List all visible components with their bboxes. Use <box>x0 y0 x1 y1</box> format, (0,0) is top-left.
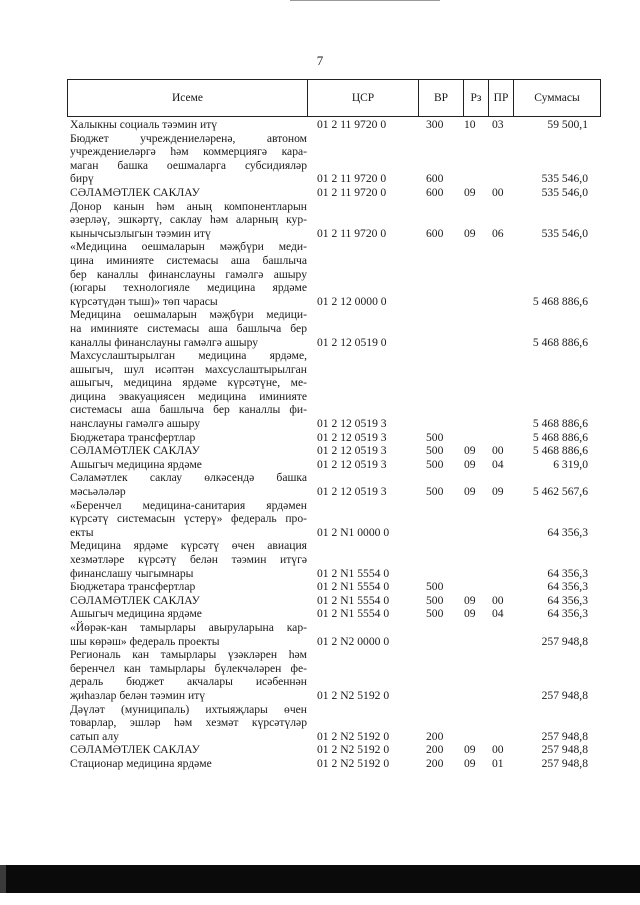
row-name <box>67 703 307 744</box>
row-name-line: «Йөрәк-кан тамырлары авыруларына кар- <box>70 620 307 634</box>
row-rz: 09 <box>464 743 476 757</box>
row-name-line: хезмәтләре күрсәтү белән тәэмин итүгә <box>70 553 307 566</box>
row-vr: 500 <box>426 580 444 594</box>
row-pr: 00 <box>492 444 504 458</box>
row-pr: 03 <box>492 118 504 131</box>
table-row <box>67 703 601 744</box>
row-rz: 09 <box>464 607 476 621</box>
row-vr <box>418 349 463 431</box>
row-name-line: нанслауны гамәлгә ашыру <box>70 417 201 431</box>
row-name-line: Дәүләт (муниципаль) ихтыяҗлары өчен <box>70 702 307 716</box>
row-vr <box>418 621 463 648</box>
row-vr: 300 <box>426 118 444 131</box>
row-rz <box>463 240 488 308</box>
row-sum: 535 546,0 <box>541 226 588 240</box>
row-rz: 09 <box>464 185 476 199</box>
row-csr: 01 2 12 0519 3 <box>317 485 387 499</box>
row-rz <box>463 499 488 540</box>
row-name-line: маган башка оешмаларга субсидияләр <box>70 158 307 172</box>
table-row <box>67 539 601 580</box>
row-sum: 64 356,3 <box>547 566 588 580</box>
row-name-line: дераль бюджет акчалары исәбеннән <box>70 675 307 689</box>
row-name <box>67 757 307 771</box>
row-csr: 01 2 12 0000 0 <box>317 294 387 308</box>
row-sum: 257 948,8 <box>541 743 588 757</box>
row-name-line: СӘЛАМӘТЛЕК САКЛАУ <box>70 185 200 199</box>
page-number: 7 <box>316 53 324 68</box>
row-name-line: күрсәтүдән тыш)» төп чарасы <box>70 294 218 308</box>
row-rz: 09 <box>464 485 476 499</box>
row-name-line: Медицина ярдәме күрсәтү өчен авиация <box>70 539 307 553</box>
row-rz <box>463 431 488 445</box>
row-csr: 01 2 N1 5554 0 <box>317 593 390 607</box>
row-csr: 01 2 N2 0000 0 <box>317 634 390 648</box>
row-pr <box>488 539 513 580</box>
row-csr: 01 2 N1 5554 0 <box>317 607 390 621</box>
table-row <box>67 743 601 757</box>
row-name <box>67 607 307 621</box>
table-row <box>67 648 601 702</box>
row-csr: 01 2 12 0519 3 <box>317 457 387 471</box>
row-vr: 600 <box>426 172 444 186</box>
table-row <box>67 431 601 445</box>
row-pr <box>488 499 513 540</box>
row-rz <box>463 648 488 702</box>
row-name-line: бирү <box>70 172 94 186</box>
row-sum: 5 468 886,6 <box>532 294 588 308</box>
row-name <box>67 444 307 458</box>
row-name-line: СӘЛАМӘТЛЕК САКЛАУ <box>70 743 200 757</box>
scan-bottom-bar <box>0 865 640 893</box>
row-vr: 500 <box>426 485 444 499</box>
row-csr: 01 2 N2 5192 0 <box>317 756 390 770</box>
row-csr: 01 2 N1 0000 0 <box>317 525 390 539</box>
table-row <box>67 186 601 200</box>
table-row <box>67 757 601 771</box>
table-row <box>67 444 601 458</box>
row-name-line: «Беренчел медицина-санитария ярдәмен <box>70 498 307 512</box>
row-rz: 09 <box>464 756 476 770</box>
row-rz <box>463 349 488 431</box>
row-sum: 535 546,0 <box>541 172 588 186</box>
scan-top-edge <box>290 0 440 1</box>
row-name-line: на иминияте системасы аша башлыча бер <box>70 321 307 335</box>
row-name-line: екты <box>70 525 94 539</box>
table-row <box>67 580 601 594</box>
row-sum: 257 948,8 <box>541 756 588 770</box>
row-name-line: «Медицина оешмаларын мәҗбүри меди- <box>70 240 307 254</box>
row-name-line: финанслашу чыгымнары <box>70 566 194 580</box>
row-name-line: җиһазлар белән тәэмин итү <box>70 688 206 702</box>
table-row <box>67 132 601 186</box>
row-sum: 59 500,1 <box>547 118 588 131</box>
row-name <box>67 458 307 472</box>
table-row <box>67 240 601 308</box>
row-name-line: Ашыгыч медицина ярдәме <box>70 457 202 471</box>
row-pr <box>488 703 513 744</box>
row-sum: 257 948,8 <box>541 634 588 648</box>
row-vr: 200 <box>426 743 444 757</box>
row-name <box>67 200 307 241</box>
row-sum: 64 356,3 <box>547 580 588 594</box>
row-rz <box>463 621 488 648</box>
row-pr <box>488 648 513 702</box>
row-rz <box>463 703 488 744</box>
row-name-line: Халыкны социаль тәэмин итү <box>70 118 218 131</box>
row-name <box>67 580 307 594</box>
row-name-line: дицина эвакуациясен медицина иминияте <box>70 389 307 403</box>
row-sum: 5 462 567,6 <box>532 485 588 499</box>
row-sum: 6 319,0 <box>553 457 588 471</box>
row-sum: 535 546,0 <box>541 185 588 199</box>
row-pr <box>488 349 513 431</box>
row-sum: 257 948,8 <box>541 688 588 702</box>
row-pr: 01 <box>492 756 504 770</box>
row-name-line: учреждениеләргә һәм коммерциягә кара- <box>70 145 307 159</box>
row-pr <box>488 621 513 648</box>
row-name-line: товарлар, эшләр һәм хезмәт күрсәтүләр <box>70 716 307 730</box>
row-name-line: Региональ кан тамырлары үзәкләрен һәм <box>70 648 307 662</box>
row-pr: 06 <box>492 226 504 240</box>
table-row <box>67 594 601 608</box>
table-row <box>67 607 601 621</box>
row-vr: 500 <box>426 430 444 444</box>
row-rz <box>463 132 488 186</box>
row-name <box>67 621 307 648</box>
row-pr <box>488 240 513 308</box>
row-sum: 64 356,3 <box>547 607 588 621</box>
row-name-line: беренчел кан тамырлары бүлекчәләрен фе- <box>70 661 307 675</box>
row-name-line: мәсьәләләр <box>70 485 126 499</box>
row-name <box>67 648 307 702</box>
row-name-line: Сәламәтлек саклау өлкәсендә башка <box>70 471 307 485</box>
row-csr: 01 2 N2 5192 0 <box>317 729 390 743</box>
row-pr: 09 <box>492 485 504 499</box>
row-pr: 00 <box>492 593 504 607</box>
row-name <box>67 308 307 349</box>
row-name-line: сатып алу <box>70 729 119 743</box>
table-row <box>67 471 601 498</box>
row-name-line: ашыгыч, медицина ярдәме күрсәтүне, ме- <box>70 376 307 390</box>
row-name <box>67 594 307 608</box>
row-name <box>67 431 307 445</box>
row-name <box>67 499 307 540</box>
row-rz: 09 <box>464 226 476 240</box>
row-sum: 5 468 886,6 <box>532 444 588 458</box>
row-sum: 64 356,3 <box>547 593 588 607</box>
row-name-line: (югары технологияле медицина ярдәме <box>70 281 307 295</box>
row-pr <box>488 431 513 445</box>
table-header <box>67 79 601 117</box>
header-name: Исеме <box>68 80 308 116</box>
header-vr: ВР <box>419 80 464 116</box>
row-vr: 600 <box>426 226 444 240</box>
row-pr <box>488 580 513 594</box>
table-row <box>67 621 601 648</box>
row-vr: 500 <box>426 607 444 621</box>
row-name-line: Донор канын һәм аның компонентларын <box>70 199 307 213</box>
table-row <box>67 349 601 431</box>
row-csr: 01 2 N2 5192 0 <box>317 743 390 757</box>
row-pr: 00 <box>492 185 504 199</box>
row-name-line: кынычсызлыгын тәэмин итү <box>70 226 211 240</box>
row-rz: 10 <box>464 118 476 131</box>
row-name-line: Махсуслаштырылган медицина ярдәме, <box>70 349 307 363</box>
row-csr: 01 2 N1 5554 0 <box>317 566 390 580</box>
row-csr: 01 2 12 0519 3 <box>317 444 387 458</box>
row-vr <box>418 240 463 308</box>
header-csr: ЦСР <box>308 80 419 116</box>
row-name-line: Ашыгыч медицина ярдәме <box>70 607 202 621</box>
row-rz: 09 <box>464 457 476 471</box>
row-name <box>67 240 307 308</box>
header-pr: ПР <box>489 80 514 116</box>
row-rz <box>463 308 488 349</box>
row-pr <box>488 132 513 186</box>
row-name-line: бер каналлы финанслауны гамәлгә ашыру <box>70 267 307 281</box>
row-name-line: Бюджетара трансфертлар <box>70 580 196 594</box>
header-rz: Рз <box>464 80 489 116</box>
row-rz: 09 <box>464 593 476 607</box>
row-pr: 04 <box>492 607 504 621</box>
row-rz <box>463 580 488 594</box>
row-csr: 01 2 N1 5554 0 <box>317 580 390 594</box>
table-row <box>67 200 601 241</box>
row-csr: 01 2 N2 5192 0 <box>317 688 390 702</box>
row-name-line: СӘЛАМӘТЛЕК САКЛАУ <box>70 593 200 607</box>
row-name-line: системасы аша башлыча бер каналлы фи- <box>70 403 307 417</box>
row-pr: 04 <box>492 457 504 471</box>
table-row <box>67 118 601 132</box>
row-sum: 5 468 886,6 <box>532 430 588 444</box>
row-name-line: Медицина оешмаларын мәҗбүри медици- <box>70 308 307 322</box>
row-vr: 500 <box>426 457 444 471</box>
row-name-line: СӘЛАМӘТЛЕК САКЛАУ <box>70 444 200 458</box>
table-body <box>67 118 601 771</box>
row-name <box>67 186 307 200</box>
row-pr: 00 <box>492 743 504 757</box>
row-vr <box>418 648 463 702</box>
row-name-line: әзерләү, эшкәртү, саклау һәм аларның кур- <box>70 213 307 227</box>
row-vr <box>418 539 463 580</box>
row-sum: 5 468 886,6 <box>532 417 588 431</box>
row-vr: 600 <box>426 185 444 199</box>
row-csr: 01 2 11 9720 0 <box>317 172 387 186</box>
row-sum: 64 356,3 <box>547 525 588 539</box>
row-sum: 257 948,8 <box>541 729 588 743</box>
row-csr: 01 2 11 9720 0 <box>317 226 387 240</box>
row-vr: 200 <box>426 729 444 743</box>
row-vr: 200 <box>426 756 444 770</box>
row-name <box>67 539 307 580</box>
row-csr: 01 2 11 9720 0 <box>317 185 387 199</box>
row-vr <box>418 308 463 349</box>
row-vr: 500 <box>426 593 444 607</box>
row-csr: 01 2 12 0519 0 <box>317 335 387 349</box>
table-row <box>67 308 601 349</box>
row-name-line: цина иминияте системасы аша башлыча <box>70 253 307 267</box>
row-name <box>67 743 307 757</box>
row-name-line: ашыгыч, шул исәптән махсуслаштырылган <box>70 362 307 376</box>
row-name-line: Бюджетара трансфертлар <box>70 430 196 444</box>
row-name <box>67 471 307 498</box>
row-csr: 01 2 12 0519 3 <box>317 430 387 444</box>
row-name-line: күрсәтү системасын үстерү» федераль про- <box>70 512 307 526</box>
row-name <box>67 118 307 132</box>
row-sum: 5 468 886,6 <box>532 335 588 349</box>
row-name <box>67 349 307 431</box>
table-row <box>67 458 601 472</box>
row-name-line: Стационар медицина ярдәме <box>70 756 212 770</box>
row-vr <box>418 499 463 540</box>
row-csr: 01 2 11 9720 0 <box>317 118 387 131</box>
row-name-line: Бюджет учреждениеләренә, автоном <box>70 131 307 145</box>
table-row <box>67 499 601 540</box>
row-rz <box>463 539 488 580</box>
row-csr: 01 2 12 0519 3 <box>317 417 387 431</box>
header-sum: Суммасы <box>534 92 580 104</box>
row-name-line: каналлы финанслауны гамәлгә ашыру <box>70 335 259 349</box>
row-name-line: шы көрәш» федераль проекты <box>70 634 220 648</box>
row-rz: 09 <box>464 444 476 458</box>
row-vr: 500 <box>426 444 444 458</box>
row-pr <box>488 308 513 349</box>
row-name <box>67 132 307 186</box>
